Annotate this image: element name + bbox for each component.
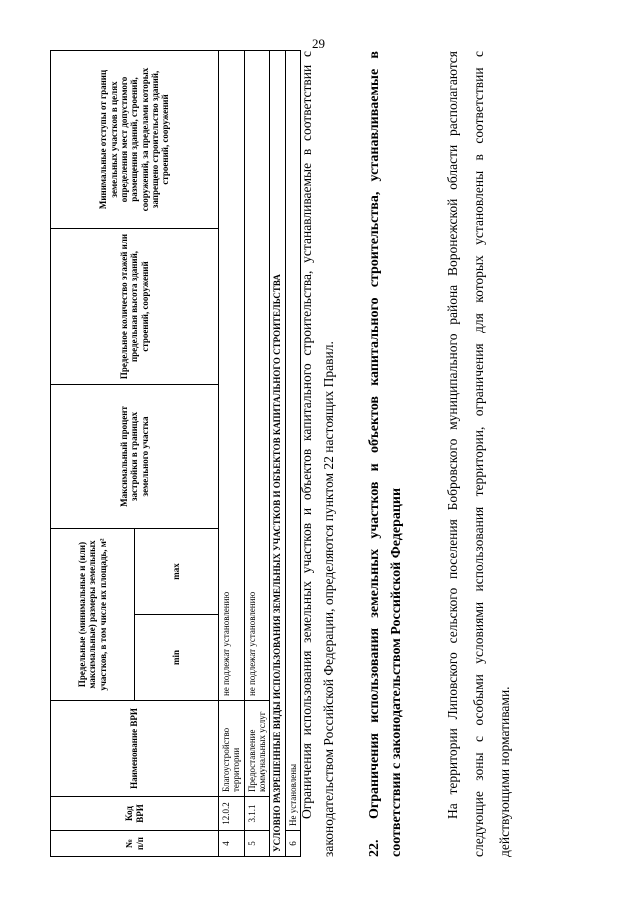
row-num: 4	[219, 831, 245, 857]
section-22-number: 22.	[367, 839, 382, 857]
table-section-row	[270, 50, 285, 856]
header-size-group: Предельные (минимальные и (или) максимальные) размеры земельных участков, в том числе их площадь, м²	[51, 528, 135, 700]
row-value: не подлежат установлению	[244, 50, 270, 700]
row-value: не подлежат установлению	[219, 50, 245, 700]
paragraph-restrictions: Ограничения использования земельных участков и объектов капитального строительства, устанавливаемые в соответствии с законодательством Российской Федерации, определяются пунктом 22 настоящих Правил.	[299, 51, 336, 857]
section-22-heading	[364, 51, 408, 857]
row-num: 6	[285, 831, 300, 857]
header-name: Наименование ВРИ	[51, 701, 219, 797]
header-floors: Предельное количество этажей или предельная высота зданий, строений, сооружений	[51, 228, 219, 384]
page-number: 29	[312, 36, 325, 51]
table-header-row	[51, 50, 135, 856]
table-row	[219, 50, 245, 856]
header-max: max	[135, 528, 219, 614]
header-percent: Максимальный процент застройки в границах земельного участка	[51, 384, 219, 528]
paragraph-zones: На территории Липовского сельского поселения Бобровского муниципального района Воронежской области располагаются следующие зоны с особыми условиями использования территории, ограничения для которых установлены в соответствии с действующими нормативами.	[445, 51, 512, 857]
row-name: Предоставление коммунальных услуг	[244, 701, 270, 797]
header-code: Код ВРИ	[51, 797, 219, 831]
row-code: 3.1.1	[244, 797, 270, 831]
rotated-landscape-content	[40, 35, 600, 865]
header-setback: Минимальные отступы от границ земельных участков в целях определения мест допустимого размещения зданий, строений, сооружений, за пределами которых запрещено строительство зданий, строений, сооружений	[51, 50, 219, 228]
section-22-title: Ограничения использования земельных участков и объектов капитального строительства, устанавливаемые в соответствии с законодательством Российской Федерации	[367, 51, 404, 857]
header-num: № п/п	[51, 831, 219, 857]
header-min: min	[135, 615, 219, 701]
vri-table	[50, 50, 301, 857]
row-code: 12.0.2	[219, 797, 245, 831]
row-num: 5	[244, 831, 270, 857]
table-row	[244, 50, 270, 856]
row-text: Не установлены	[285, 50, 300, 830]
row-name: Благоустройство территории	[219, 701, 245, 797]
section-conditional: УСЛОВНО РАЗРЕШЕННЫЕ ВИДЫ ИСПОЛЬЗОВАНИЯ ЗЕМЕЛЬНЫХ УЧАСТКОВ И ОБЪЕКТОВ КАПИТАЛЬНОГО СТРОИТЕЛЬСТВА	[270, 50, 285, 856]
